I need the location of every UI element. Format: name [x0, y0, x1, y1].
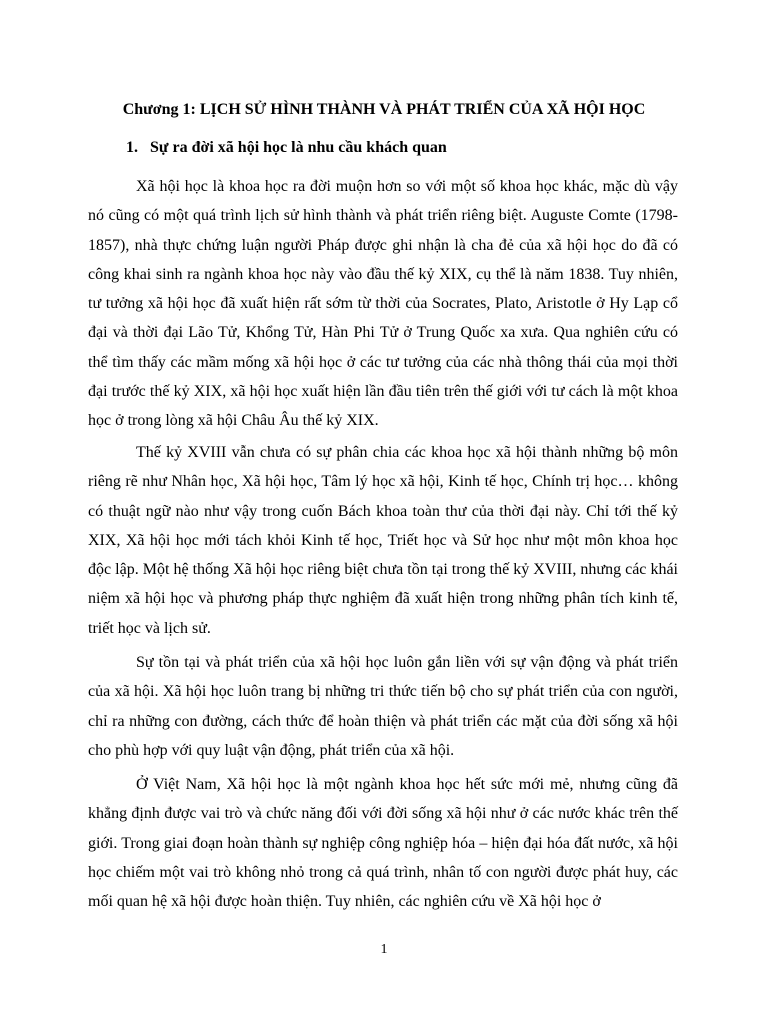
- body-paragraph-1: Xã hội học là khoa học ra đời muộn hơn so với một số khoa học khác, mặc dù vậy nó cũng có một quá trình lịch sử hình thành và phát triển riêng biệt. Auguste Comte (1798-1857), nhà thực chứng luận người Pháp được ghi nhận là cha đẻ của xã hội học do đã có công khai sinh ra ngành khoa học này vào đầu thế kỷ XIX, cụ thể là năm 1838. Tuy nhiên, tư tưởng xã hội học đã xuất hiện rất sớm từ thời của Socrates, Plato, Aristotle ở Hy Lạp cổ đại và thời đại Lão Tử, Khổng Tử, Hàn Phi Tử ở Trung Quốc xa xưa. Qua nghiên cứu có thể tìm thấy các mầm mống xã hội học ở các tư tưởng của các nhà thông thái của mọi thời đại trước thế kỷ XIX, xã hội học xuất hiện lần đầu tiên trên thế giới với tư cách là một khoa học ở trong lòng xã hội Châu Âu thế kỷ XIX.: [88, 178, 678, 430]
- chapter-title: Chương 1: LỊCH SỬ HÌNH THÀNH VÀ PHÁT TRIỂN CỦA XÃ HỘI HỌC: [122, 101, 646, 118]
- section-title: Sự ra đời xã hội học là nhu cầu khách quan: [150, 139, 447, 156]
- section-number: 1.: [126, 139, 138, 156]
- body-paragraph-2: Thế kỷ XVIII vẫn chưa có sự phân chia các khoa học xã hội thành những bộ môn riêng rẽ như Nhân học, Xã hội học, Tâm lý học xã hội, Kinh tế học, Chính trị học… không có thuật ngữ nào như vậy trong cuốn Bách khoa toàn thư của thời đại này. Chỉ tới thế kỷ XIX, Xã hội học mới tách khỏi Kinh tế học, Triết học và Sử học như một môn khoa học độc lập. Một hệ thống Xã hội học riêng biệt chưa tồn tại trong thế kỷ XVIII, nhưng các khái niệm xã hội học và phương pháp thực nghiệm đã xuất hiện trong những phân tích kinh tế, triết học và lịch sử.: [88, 444, 678, 637]
- body-paragraph-3: Sự tồn tại và phát triển của xã hội học luôn gắn liền với sự vận động và phát triển của xã hội. Xã hội học luôn trang bị những tri thức tiến bộ cho sự phát triển của con người, chỉ ra những con đường, cách thức để hoàn thiện và phát triển các mặt của đời sống xã hội cho phù hợp với quy luật vận động, phát triển của xã hội.: [88, 654, 678, 759]
- section-heading: [126, 136, 447, 160]
- page-number: 1: [380, 942, 388, 957]
- body-paragraph-4: Ở Việt Nam, Xã hội học là một ngành khoa học hết sức mới mẻ, nhưng cũng đã khẳng định được vai trò và chức năng đối với đời sống xã hội như ở các nước khác trên thế giới. Trong giai đoạn hoàn thành sự nghiệp công nghiệp hóa – hiện đại hóa đất nước, xã hội học chiếm một vai trò không nhỏ trong cả quá trình, nhân tố con người được phát huy, các mối quan hệ xã hội được hoàn thiện. Tuy nhiên, các nghiên cứu về Xã hội học ở: [88, 776, 678, 911]
